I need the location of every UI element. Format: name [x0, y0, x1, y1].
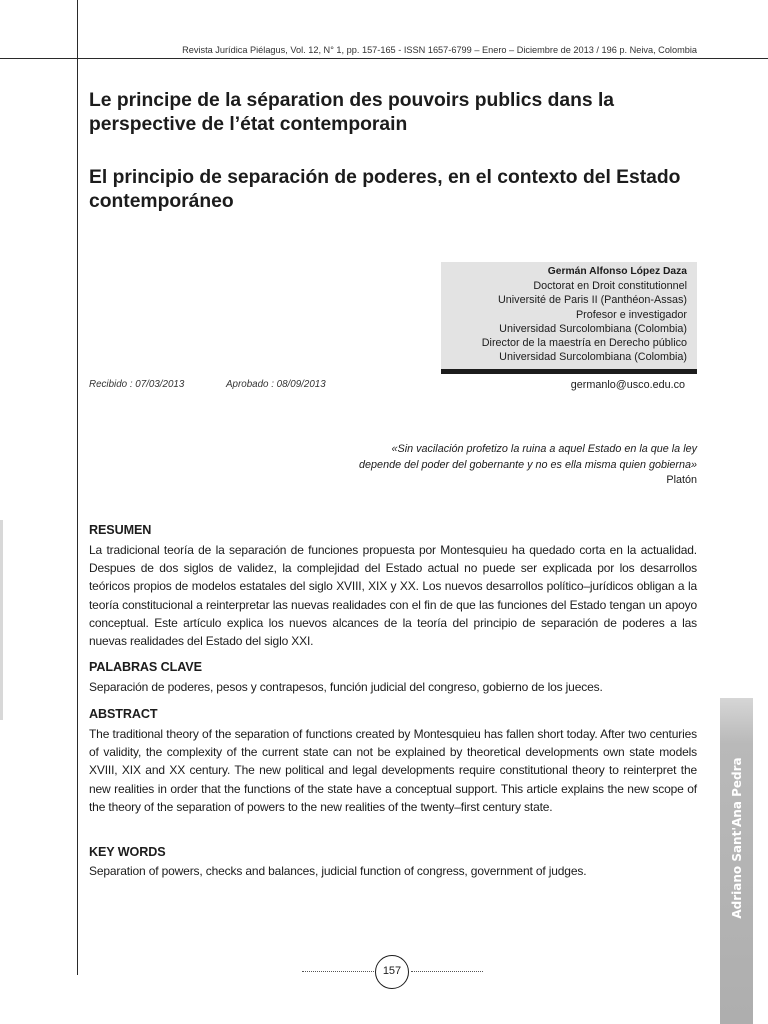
- author-affiliation-line: Profesor e investigador: [575, 308, 687, 321]
- author-affiliation-line: Director de la maestría en Derecho público: [481, 337, 687, 350]
- side-tab-author: Adriano Sant'Ana Pedra: [730, 757, 744, 919]
- palabras-clave-heading: PALABRAS CLAVE: [89, 660, 202, 674]
- epigraph-line: «Sin vacilación profetizo la ruina a aquel Estado en la que la ley: [391, 443, 697, 455]
- page-number: 157: [375, 955, 409, 989]
- article-title-french: Le principe de la séparation des pouvoirs publics dans la perspective de l’état contemporain: [89, 90, 615, 135]
- approved-date: Aprobado : 08/09/2013: [226, 379, 326, 390]
- running-header: Revista Jurídica Piélagus, Vol. 12, N° 1, pp. 157-165 - ISSN 1657-6799 – Enero – Diciembre de 2013 / 196 p. Neiva, Colombia: [182, 45, 697, 55]
- author-email: germanlo@usco.edu.co: [570, 379, 685, 391]
- author-affiliation-line: Universidad Surcolombiana (Colombia): [499, 322, 687, 335]
- epigraph: [317, 442, 697, 489]
- epigraph-author: Platón: [666, 474, 697, 486]
- abstract-body: The traditional theory of the separation of functions created by Montesquieu has fallen short today. After two centuries of validity, the complexity of the current state can not be explained by theoretical developments own state models XVIII, XIX and XX century. The new political and legal developments require constitutional theory to reinterpret the new realities in order that the functions of the state have a conceptual support. This article explains the new scope of the theory of the separation of powers to the new realities of the twenty–first century state.: [89, 727, 697, 814]
- key-words-heading: KEY WORDS: [89, 845, 166, 859]
- abstract-heading: ABSTRACT: [89, 707, 158, 721]
- palabras-clave-body: Separación de poderes, pesos y contrapesos, función judicial del congreso, gobierno de los jueces.: [89, 680, 603, 694]
- left-margin-rule: [77, 0, 78, 975]
- key-words-body: Separation of powers, checks and balances, judicial function of congress, government of judges.: [89, 864, 587, 878]
- author-affiliation-line: Universidad Surcolombiana (Colombia): [499, 351, 687, 364]
- page-number-dots-left: [302, 971, 374, 972]
- author-name: Germán Alfonso López Daza: [547, 266, 687, 277]
- left-edge-strip: [0, 520, 3, 720]
- page-number-dots-right: [411, 971, 483, 972]
- article-title-spanish: El principio de separación de poderes, en el contexto del Estado contemporáneo: [89, 167, 681, 212]
- resumen-body: La tradicional teoría de la separación de funciones propuesta por Montesquieu ha quedado corta en la actualidad. Despues de dos siglos de validez, la complejidad del Estado actual no puede ser explicada por los desarrollos teóricos propios de modelos estatales del siglo XVIII, XIX y XX. Los nuevos desarrollos político–jurídicos obligan a la teoría constitucional a reinterpretar las nuevas realidades con el fin de que las funciones del Estado tengan un apoyo conceptual. Este artículo explica los nuevos alcances de la teoría del principio de separación de poderes a las nuevas realidades del Estado del siglo XXI.: [89, 543, 697, 649]
- received-date: Recibido : 07/03/2013: [89, 379, 185, 390]
- author-info-box: [441, 262, 697, 369]
- author-affiliation-line: Doctorat en Droit constitutionnel: [533, 280, 687, 293]
- epigraph-line: depende del poder del gobernante y no es ella misma quien gobierna»: [359, 458, 697, 471]
- resumen-heading: RESUMEN: [89, 523, 152, 537]
- header-rule: [0, 58, 768, 59]
- author-affiliation-line: Université de Paris II (Panthéon-Assas): [497, 294, 687, 307]
- author-box-bar: [441, 369, 697, 374]
